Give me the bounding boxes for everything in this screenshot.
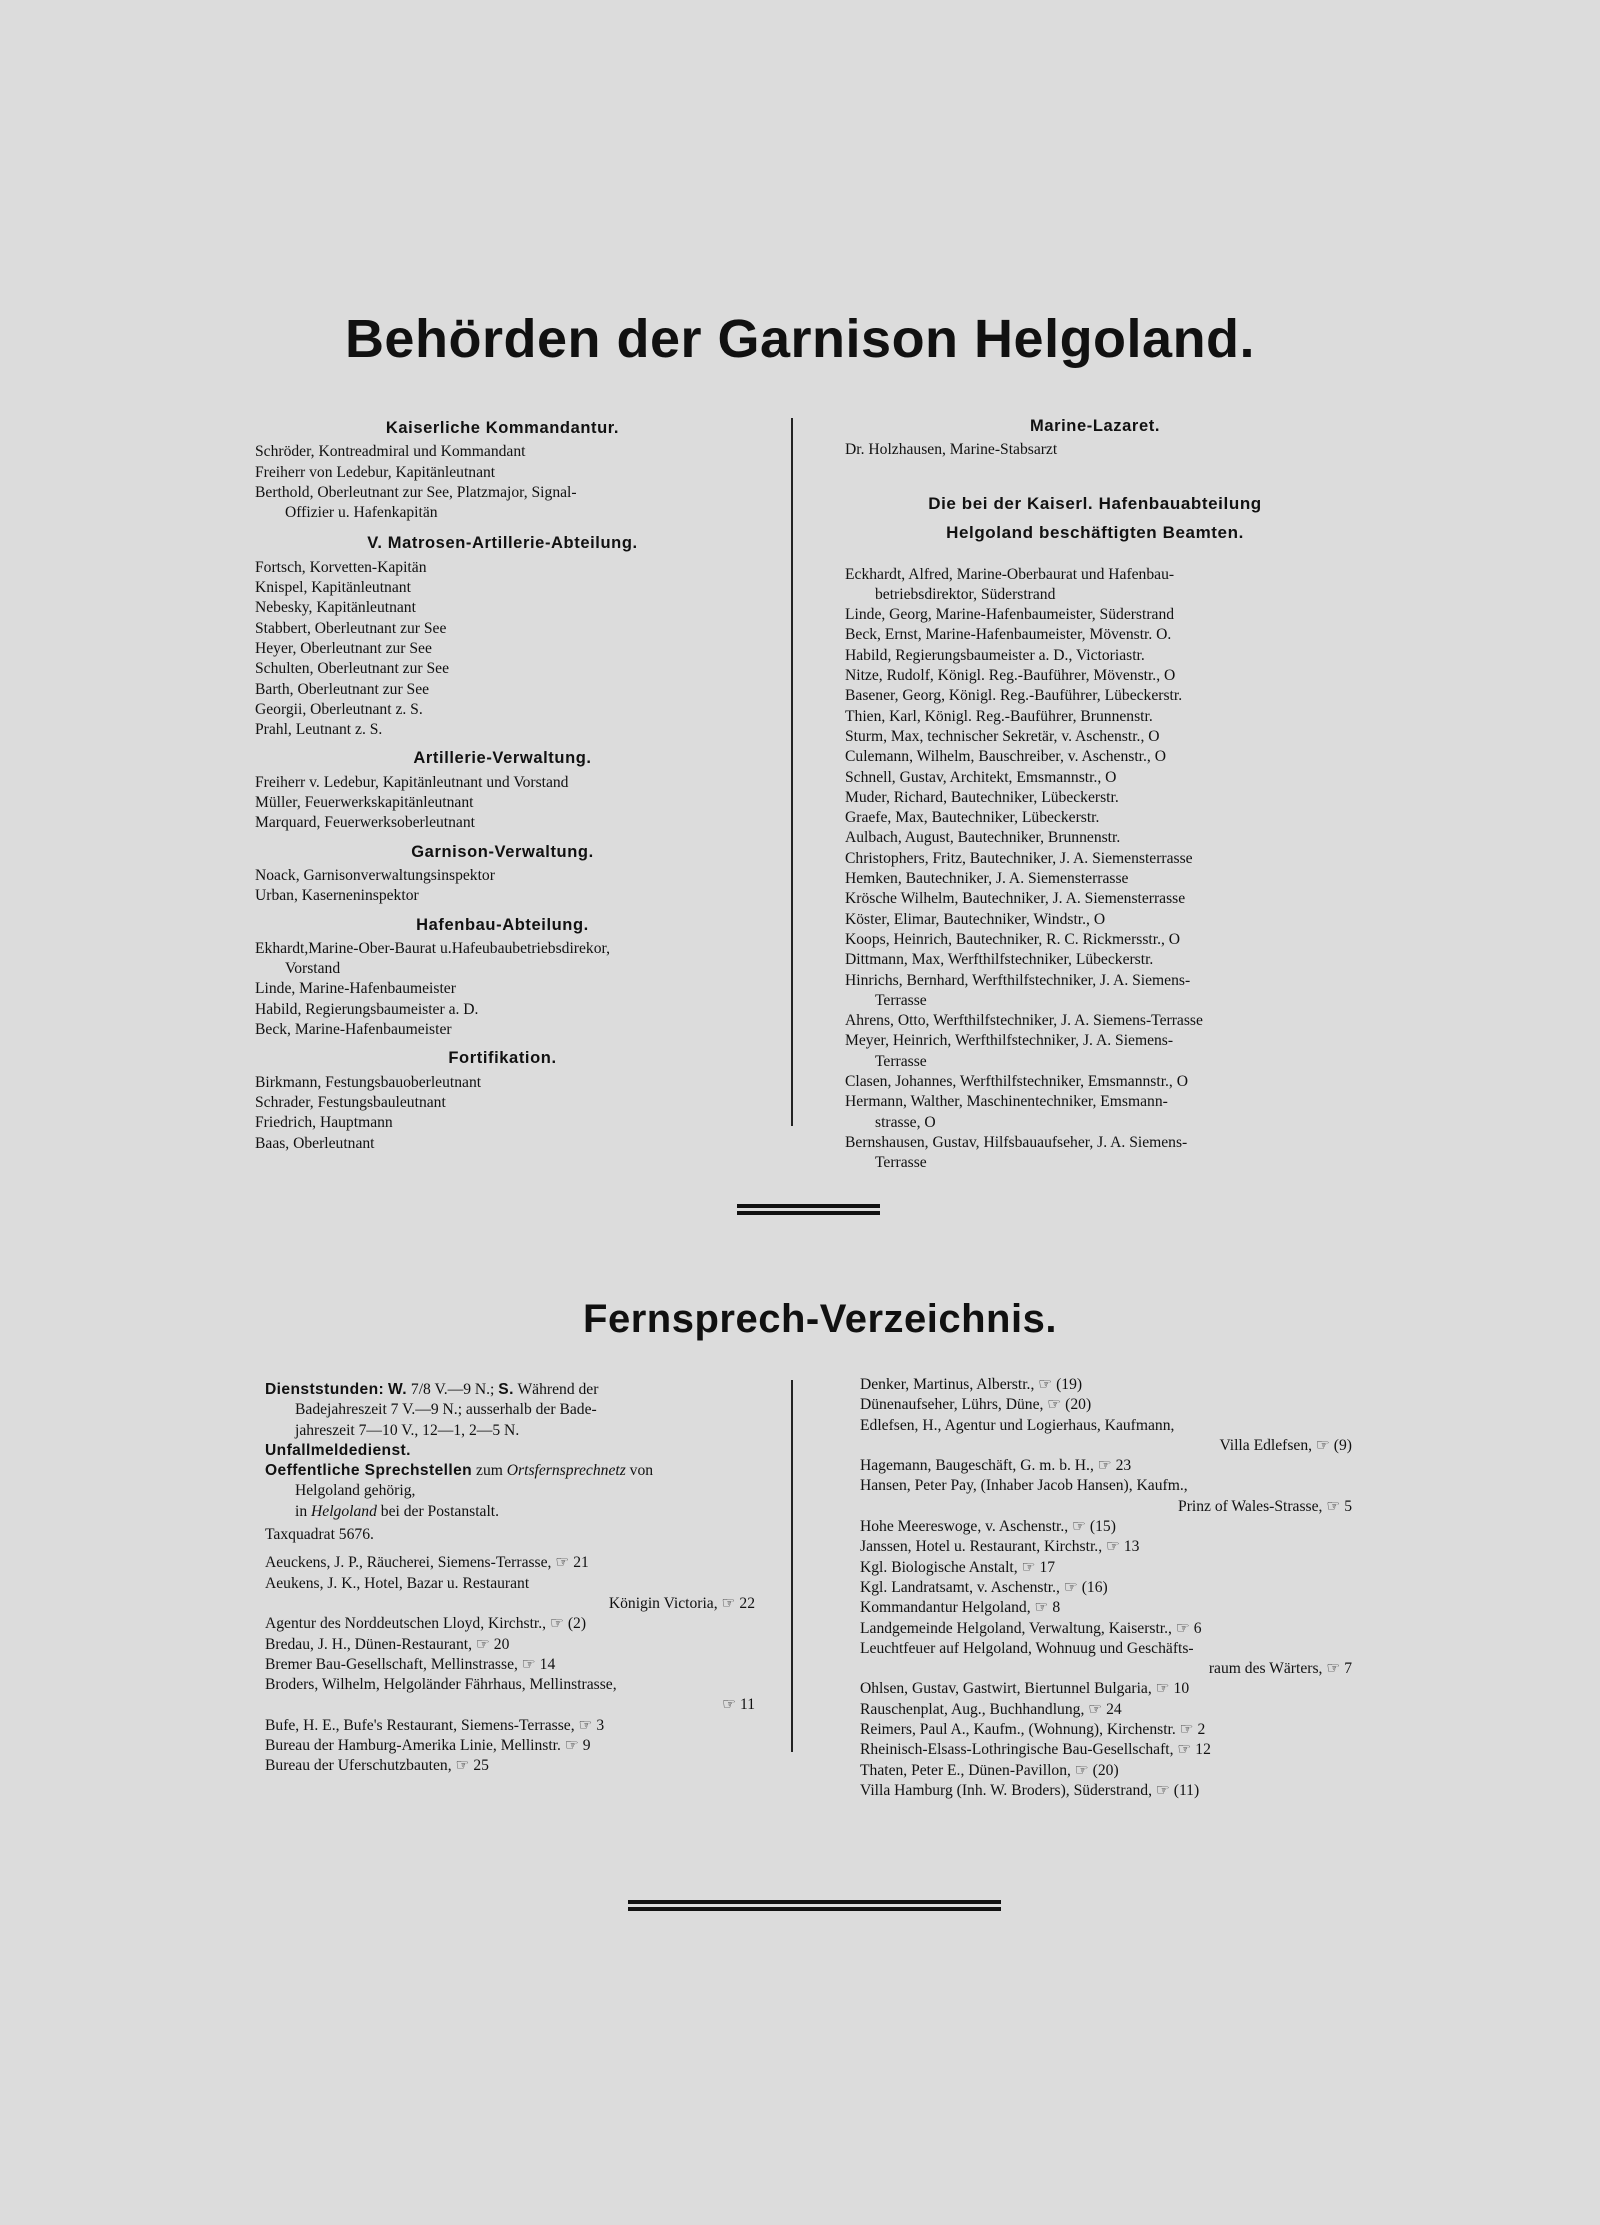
accident-service-heading: Unfallmeldedienst. [265, 1441, 411, 1459]
entry-line: Georgii, Oberleutnant z. S. [255, 700, 423, 718]
office-hours-line: Badejahreszeit 7 V.—9 N.; ausserhalb der Bade- [295, 1401, 597, 1419]
entry-line: Beck, Marine-Hafenbaumeister [255, 1021, 452, 1039]
entry-line: Offizier u. Hafenkapitän [285, 504, 438, 522]
left-column [255, 412, 750, 1154]
phone-entry: Denker, Martinus, Alberstr., ☞ (19) [860, 1376, 1083, 1393]
entry-line: Koops, Heinrich, Bautechniker, R. C. Rickmersstr., O [845, 930, 1181, 948]
phone-entry: ☞ 11 [722, 1696, 755, 1714]
phone-left-column [265, 1380, 755, 1777]
public-stations-text: bei der Postanstalt. [380, 1502, 500, 1520]
phone-entry: Prinz of Wales-Strasse, ☞ 5 [1178, 1497, 1352, 1515]
office-hours-heading: Dienststunden: [265, 1381, 385, 1398]
entry-line: Linde, Marine-Hafenbaumeister [255, 980, 456, 998]
sunday-hours: Während der [517, 1381, 599, 1398]
right-column [845, 410, 1345, 1174]
entry-line: Basener, Georg, Königl. Reg.-Bauführer, Lübeckerstr. [845, 687, 1183, 705]
phone-entry: Landgemeinde Helgoland, Verwaltung, Kaiserstr., ☞ 6 [860, 1619, 1202, 1637]
entry-line: Christophers, Fritz, Bautechniker, J. A. Siemensterrasse [845, 849, 1193, 867]
entry-line: Schulten, Oberleutnant zur See [255, 660, 449, 678]
entry-line: Terrasse [875, 1154, 927, 1172]
entry-line: Knispel, Kapitänleutnant [255, 579, 411, 597]
entry-line: Berthold, Oberleutnant zur See, Platzmajor, Signal- [255, 483, 577, 501]
entry-line: Nebesky, Kapitänleutnant [255, 599, 416, 617]
entry-line: Baas, Oberleutnant [255, 1134, 375, 1152]
phone-entry: Agentur des Norddeutschen Lloyd, Kirchstr., ☞ (2) [265, 1615, 587, 1633]
column-divider [791, 418, 793, 1126]
entry-line: Vorstand [285, 960, 341, 978]
entry-line: Schnell, Gustav, Architekt, Emsmannstr., O [845, 768, 1117, 786]
entry-line: Müller, Feuerwerkskapitänleutnant [255, 794, 474, 812]
public-stations-text: zum [476, 1462, 503, 1480]
entry-line: Terrasse [875, 1052, 927, 1070]
entry-line: Hermann, Walther, Maschinentechniker, Emsmann- [845, 1093, 1168, 1111]
phone-entry: Hagemann, Baugeschäft, G. m. b. H., ☞ 23 [860, 1457, 1132, 1475]
entry-line: Linde, Georg, Marine-Hafenbaumeister, Süderstrand [845, 606, 1175, 624]
phone-entry: Broders, Wilhelm, Helgoländer Fährhaus, Mellinstrasse, [265, 1676, 617, 1694]
phone-entry: Dünenaufseher, Lührs, Düne, ☞ (20) [860, 1396, 1092, 1414]
entry-line: Friedrich, Hauptmann [255, 1114, 393, 1132]
entry-line: Ekhardt,Marine-Ober-Baurat u.Hafeubaubetriebsdirekor, [255, 939, 610, 957]
entry-line: Noack, Garnisonverwaltungsinspektor [255, 866, 495, 884]
entry-line: Barth, Oberleutnant zur See [255, 680, 430, 698]
entry-line: Eckhardt, Alfred, Marine-Oberbaurat und Hafenbau- [845, 565, 1175, 583]
entry-line: Aulbach, August, Bautechniker, Brunnenstr. [845, 829, 1121, 847]
section-heading: Garnison-Verwaltung. [411, 842, 594, 861]
section-heading: Helgoland beschäftigten Beamten. [946, 522, 1244, 542]
entry-line: strasse, O [875, 1113, 936, 1131]
section-heading: Die bei der Kaiserl. Hafenbauabteilung [928, 493, 1262, 513]
entry-line: Hinrichs, Bernhard, Werfthilfstechniker, J. A. Siemens- [845, 971, 1191, 989]
phone-entry: Ohlsen, Gustav, Gastwirt, Biertunnel Bulgaria, ☞ 10 [860, 1680, 1190, 1698]
section-heading: Kaiserliche Kommandantur. [385, 419, 620, 437]
entry-line: Schrader, Festungsbauleutnant [255, 1093, 446, 1111]
entry-line: Muder, Richard, Bautechniker, Lübeckerstr. [845, 788, 1119, 806]
entry-line: Habild, Regierungsbaumeister a. D. [255, 1000, 479, 1018]
entry-line: Meyer, Heinrich, Werfthilfstechniker, J. A. Siemens- [845, 1032, 1174, 1050]
entry-line: Stabbert, Oberleutnant zur See [255, 619, 447, 637]
section-heading: Fortifikation. [448, 1049, 557, 1068]
section-heading: Marine-Lazaret. [1029, 417, 1161, 435]
phone-entry: Janssen, Hotel u. Restaurant, Kirchstr., ☞ 13 [860, 1538, 1140, 1556]
page-title: Behörden der Garnison Helgoland. [344, 309, 1256, 369]
entry-line: Culemann, Wilhelm, Bauschreiber, v. Aschenstr., O [845, 748, 1166, 766]
phone-entry: Rheinisch-Elsass-Lothringische Bau-Gesellschaft, ☞ 12 [860, 1741, 1211, 1759]
public-stations-line: Helgoland gehörig, [295, 1482, 416, 1500]
phone-entry: Bremer Bau-Gesellschaft, Mellinstrasse, ☞ 14 [265, 1655, 556, 1673]
entry-line: Thien, Karl, Königl. Reg.-Bauführer, Brunnenstr. [845, 707, 1153, 725]
entry-line: Graefe, Max, Bautechniker, Lübeckerstr. [845, 809, 1100, 827]
public-stations-text: von [629, 1462, 654, 1480]
office-hours-line: jahreszeit 7—10 V., 12—1, 2—5 N. [295, 1421, 520, 1439]
phone-entry: Rauschenplat, Aug., Buchhandlung, ☞ 24 [860, 1700, 1122, 1718]
phone-entry: Aeukens, J. K., Hotel, Bazar u. Restaurant [265, 1574, 530, 1592]
phone-entry: Kgl. Biologische Anstalt, ☞ 17 [860, 1558, 1056, 1576]
phone-entry: Bredau, J. H., Dünen-Restaurant, ☞ 20 [265, 1635, 510, 1653]
entry-line: Sturm, Max, technischer Sekretär, v. Aschenstr., O [845, 727, 1160, 745]
entry-line: Schröder, Kontreadmiral und Kommandant [255, 443, 526, 461]
entry-line: Beck, Ernst, Marine-Hafenbaumeister, Mövenstr. O. [845, 626, 1172, 644]
weekday-hours: 7/8 V.—9 N.; [410, 1381, 495, 1398]
phone-entry: Bureau der Uferschutzbauten, ☞ 25 [265, 1757, 489, 1775]
tax-square: Taxquadrat 5676. [265, 1526, 374, 1544]
entry-line: Nitze, Rudolf, Königl. Reg.-Bauführer, Mövenstr., O [845, 667, 1176, 685]
entry-line: Clasen, Johannes, Werfthilfstechniker, Emsmannstr., O [845, 1073, 1188, 1091]
office-hours-line [265, 1380, 755, 1400]
entry-line: Ahrens, Otto, Werfthilfstechniker, J. A. Siemens-Terrasse [845, 1012, 1203, 1030]
public-stations-line [265, 1502, 755, 1522]
public-stations-text: in [295, 1502, 308, 1520]
entry-line: Bernshausen, Gustav, Hilfsbauaufseher, J. A. Siemens- [845, 1133, 1188, 1151]
phone-entry: Königin Victoria, ☞ 22 [608, 1594, 755, 1612]
section-heading: V. Matrosen-Artillerie-Abteilung. [367, 534, 638, 553]
double-rule-divider [737, 1204, 880, 1215]
entry-line: Dr. Holzhausen, Marine-Stabsarzt [845, 441, 1058, 459]
phone-entry: Aeuckens, J. P., Räucherei, Siemens-Terrasse, ☞ 21 [265, 1554, 589, 1572]
entry-line: Birkmann, Festungsbauoberleutnant [255, 1073, 482, 1091]
phone-entry: Villa Hamburg (Inh. W. Broders), Süderstrand, ☞ (11) [860, 1781, 1200, 1799]
entry-line: Urban, Kaserneninspektor [255, 887, 419, 905]
phone-entry: Leuchtfeuer auf Helgoland, Wohnuug und Geschäfts- [860, 1639, 1194, 1657]
phone-directory-title: Fernsprech-Verzeichnis. [583, 1297, 1057, 1341]
phone-entry: Hansen, Peter Pay, (Inhaber Jacob Hansen), Kaufm., [860, 1477, 1188, 1495]
entry-line: betriebsdirektor, Süderstrand [875, 585, 1056, 603]
phone-entry: Kgl. Landratsamt, v. Aschenstr., ☞ (16) [860, 1578, 1108, 1596]
phone-entry: Edlefsen, H., Agentur und Logierhaus, Kaufmann, [860, 1416, 1175, 1434]
phone-entry: Thaten, Peter E., Dünen-Pavillon, ☞ (20) [860, 1761, 1119, 1779]
phone-entry: Villa Edlefsen, ☞ (9) [1219, 1436, 1352, 1454]
column-divider [791, 1380, 793, 1752]
entry-line: Habild, Regierungsbaumeister a. D., Victoriastr. [845, 646, 1145, 664]
section-heading: Artillerie-Verwaltung. [413, 749, 592, 768]
entry-line: Hemken, Bautechniker, J. A. Siemensterrasse [845, 870, 1129, 888]
section-heading: Hafenbau-Abteilung. [416, 915, 589, 934]
entry-line: Krösche Wilhelm, Bautechniker, J. A. Siemensterrasse [845, 890, 1186, 908]
phone-right-column [860, 1375, 1352, 1801]
phone-entry: Kommandantur Helgoland, ☞ 8 [860, 1599, 1061, 1617]
weekday-label: W. [388, 1381, 407, 1398]
phone-entry: Bureau der Hamburg-Amerika Linie, Mellinstr. ☞ 9 [265, 1737, 591, 1755]
double-rule-divider [628, 1900, 1001, 1911]
entry-line: Marquard, Feuerwerksoberleutnant [255, 814, 475, 832]
sunday-label: S. [498, 1381, 514, 1398]
phone-entry: raum des Wärters, ☞ 7 [1208, 1660, 1352, 1678]
public-stations-heading: Oeffentliche Sprechstellen [265, 1462, 473, 1480]
entry-line: Freiherr v. Ledebur, Kapitänleutnant und Vorstand [255, 773, 569, 791]
public-stations-line [265, 1461, 755, 1481]
public-stations-network: Ortsfernsprechnetz [506, 1462, 626, 1480]
phone-entry: Reimers, Paul A., Kaufm., (Wohnung), Kirchenstr. ☞ 2 [860, 1721, 1206, 1739]
entry-line: Fortsch, Korvetten-Kapitän [255, 558, 427, 576]
entry-line: Terrasse [875, 991, 927, 1009]
entry-line: Köster, Elimar, Bautechniker, Windstr., O [845, 910, 1106, 928]
phone-entry: Hohe Meereswoge, v. Aschenstr., ☞ (15) [860, 1518, 1116, 1536]
public-stations-place: Helgoland [311, 1502, 377, 1520]
phone-entry: Bufe, H. E., Bufe's Restaurant, Siemens-Terrasse, ☞ 3 [265, 1716, 605, 1734]
entry-line: Heyer, Oberleutnant zur See [255, 639, 432, 657]
entry-line: Prahl, Leutnant z. S. [255, 721, 383, 739]
entry-line: Freiherr von Ledebur, Kapitänleutnant [255, 463, 496, 481]
entry-line: Dittmann, Max, Werfthilfstechniker, Lübeckerstr. [845, 951, 1154, 969]
